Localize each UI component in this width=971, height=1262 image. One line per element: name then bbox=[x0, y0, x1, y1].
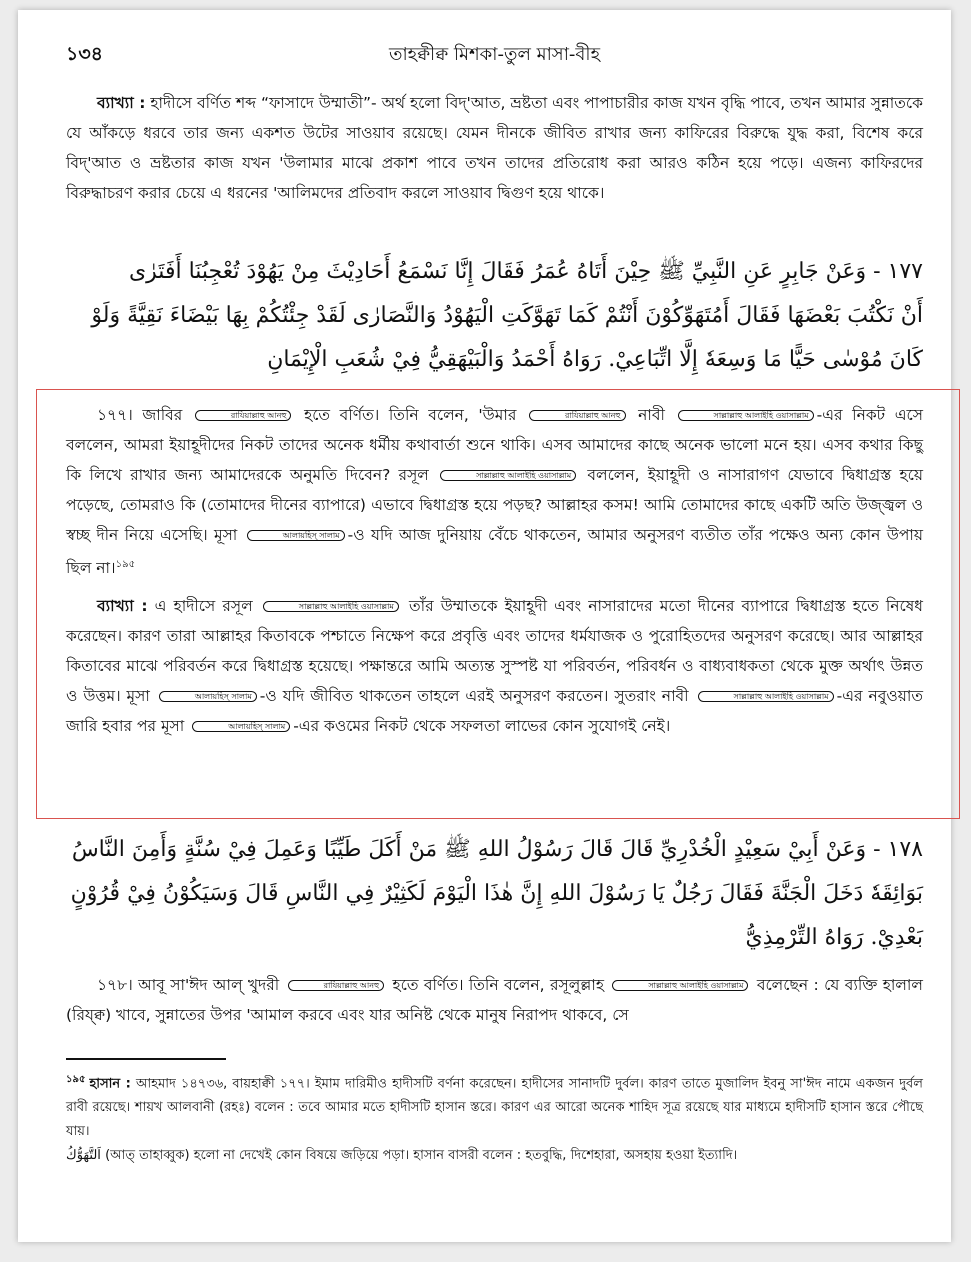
translation-text: নাবী bbox=[638, 406, 665, 424]
arabic-hadith-177 bbox=[66, 250, 923, 382]
footnote-text: আহমাদ ১৪৭৩৬, বায়হাক্বী ১৭৭। ইমাম দারিমীও হাদীসটি বর্ণনা করেছেন। হাদীসের সানাদটি দুর্বল। কারণ তাতে মুজালিদ ইবনু সা'ঈদ নামে একজন দুর্বল রাবী রয়েছে। শায়খ আলবানী (রহঃ) বলেন : তবে আমার মতে হাদীসটি হাসান স্তরে। কারণ এর আরো অনেক শাহিদ সূত্র রয়েছে যার মাধ্যমে হাদীসটি হাসান স্তরে পৌছে যায়। bbox=[66, 1076, 923, 1140]
explanation-text: এ হাদীসে রসূল bbox=[154, 597, 253, 616]
honorific-saw-icon: সাল্লাল্লাহু আলাইহি ওয়াসাল্লাম bbox=[440, 470, 576, 481]
translation-text: হতে বর্ণিত। তিনি বলেন, রসূলুল্লাহ bbox=[392, 976, 604, 994]
footnote-paragraph bbox=[66, 1144, 923, 1168]
explanation-text: -ও যদি জীবিত থাকতেন তাহলে এরই অনুসরণ করতেন। সুতরাং নাবী bbox=[259, 687, 689, 706]
honorific-as-icon: আলায়হিস্ সালাম bbox=[247, 530, 345, 541]
arabic-line: بَوَائِقَهٗ دَخَلَ الْجَنَّةَ فَقَالَ رَجُلٌ يَا رَسُوْلَ اللهِ إِنَّ هٰذَا الْيَوْمَ لَكَثِيْرٌ فِي النَّاسِ قَالَ وَسَيَكُوْنُ فِيْ قُرُوْنٍ bbox=[70, 881, 923, 906]
honorific-ra-icon: রাযিয়াল্লাহু আনহু bbox=[195, 410, 292, 421]
explanation-top-paragraph bbox=[66, 88, 923, 208]
page-number: ১৩৪ bbox=[66, 43, 104, 65]
honorific-ra-icon: রাযিয়াল্লাহু আনহু bbox=[288, 980, 385, 991]
footnote-paragraph bbox=[66, 1068, 923, 1144]
honorific-saw-icon: সাল্লাল্লাহু আলাইহি ওয়াসাল্লাম bbox=[263, 601, 399, 612]
explanation-text: তাঁর উম্মাতকে ইয়াহূদী এবং নাসারাদের মতো দীনের ব্যাপারে দ্বিধাগ্রস্ত হতে নিষেধ করেছেন। কারণ তারা আল্লাহর কিতাবকে পশ্চাতে নিক্ষেপ করে প্রবৃত্তি এবং তাদের ধর্মযাজক ও পুরোহিতদের অনুসরণ করেছে। আর আল্লাহর কিতাবের মাঝে পরিবর্তন করে দ্বিধাগ্রস্ত হয়েছে। পক্ষান্তরে আমি অত্যন্ত সুস্পষ্ট যা পরিবর্তন, পরিবর্ধন ও বাধ্যবাধকতা থেকে মুক্ত অর্থাৎ উন্নত ও উত্তম। মূসা bbox=[66, 597, 923, 706]
explanation-text: -এর কওমের নিকট থেকে সফলতা লাভের কোন সুযোগই নেই। bbox=[293, 717, 671, 736]
running-title: তাহক্বীক্ব মিশকা-তুল মাসা-বীহ bbox=[388, 44, 601, 65]
arabic-line: كَانَ مُوْسٰى حَيًّا مَا وَسِعَهٗ إِلَّا اتِّبَاعِيْ. رَوَاهُ أَحْمَدُ وَالْبَيْهَقِيُّ فِيْ شُعَبِ الْإِيْمَانِ bbox=[267, 347, 923, 372]
footnote-grade-label: হাসান : bbox=[89, 1076, 131, 1092]
arabic-line: أَنْ نَكْتُبَ بَعْضَهَا فَقَالَ أَمُتَهَوِّكُوْنَ أَنْتُمْ كَمَا تَهَوَّكَتِ الْيَهُوْدُ وَالنَّصَارٰى لَقَدْ جِئْتُكُمْ بِهَا بَيْضَاءَ نَقِيَّةً وَلَوْ bbox=[91, 303, 923, 328]
translation-text: -ও যদি আজ দুনিয়ায় বেঁচে থাকতেন, আমার অনুসরণ ব্যতীত তাঁর পক্ষেও অন্য কোন উপায় ছিল না। bbox=[66, 526, 923, 578]
honorific-saw-icon: সাল্লাল্লাহু আলাইহি ওয়াসাল্লাম bbox=[698, 691, 834, 702]
footnote-marker: ১৯৫ bbox=[66, 1074, 86, 1085]
translation-text: বললেন, ইয়াহূদী ও নাসারাগণ যেভাবে দ্বিধাগ্রস্ত হয়ে পড়েছে, তোমরাও কি (তোমাদের দীনের ব্যাপারে) এভাবে দ্বিধাগ্রস্ত হয়ে পড়ছ? আল্লাহর কসম! আমি তোমাদের কাছে একটি অতি উজ্জ্বল ও স্বচ্ছ দীন নিয়ে এসেছি। মূসা bbox=[66, 466, 923, 544]
arabic-hadith-178 bbox=[66, 828, 923, 960]
honorific-saw-icon: সাল্লাল্লাহু আলাইহি ওয়াসাল্লাম bbox=[678, 410, 814, 421]
footnote-section bbox=[66, 1068, 923, 1168]
translation-177-paragraph bbox=[66, 400, 923, 583]
translation-text: হতে বর্ণিত। তিনি বলেন, 'উমার bbox=[304, 406, 517, 424]
explanation-label: ব্যাখ্যা : bbox=[97, 94, 146, 112]
explanation-text: -এর নবুওয়াত জারি হবার পর মূসা bbox=[66, 687, 923, 736]
translation-text: বলেছেন : যে ব্যক্তি হালাল (রিয্ক্ব) খাবে, সুন্নাতের উপর 'আমাল করবে এবং যার অনিষ্ট থেকে মানুষ নিরাপদ থাকবে, সে bbox=[66, 976, 923, 1024]
arabic-line: ١٧٧ - وَعَنْ جَابِرٍ عَنِ النَّبِيِّ ﷺ حِيْنَ أَتَاهُ عُمَرُ فَقَالَ إِنَّا نَسْمَعُ أَحَادِيْثَ مِنْ يَهُوْدَ تُعْجِبُنَا أَفَتَرٰى bbox=[128, 259, 923, 284]
footnote-arabic-term: اَلتَّهَوُّكُ bbox=[66, 1148, 101, 1164]
page-header bbox=[66, 38, 923, 72]
footnote-divider bbox=[66, 1058, 226, 1060]
arabic-line: بَعْدِيْ. رَوَاهُ التِّرْمِذِيُّ bbox=[745, 925, 923, 950]
honorific-as-icon: আলায়হিস্ সালাম bbox=[159, 691, 257, 702]
translation-178-section bbox=[66, 970, 923, 1030]
translation-text: ১৭৭। জাবির bbox=[97, 406, 183, 424]
explanation-text: হাদীসে বর্ণিত শব্দ “ফাসাদে উম্মাতী”- অর্থ হলো বিদ্‌'আত, ভ্রষ্টতা এবং পাপাচারীর কাজ যখন বৃদ্ধি পাবে, তখন আমার সুন্নাতকে যে আঁকড়ে ধরবে তার জন্য একশত উটের সাওয়াব রয়েছে। যেমন দীনকে জীবিত রাখার জন্য কাফিরের বিরুদ্ধে যুদ্ধ করা, বিশেষ করে বিদ্‌'আত ও ভ্রষ্টতার কাজ যখন 'উলামার মাঝে প্রকাশ পাবে তখন তাদের প্রতিরোধ করা আরও কঠিন হয়ে পড়ে। এজন্য কাফিরদের বিরুদ্ধাচরণ করার চেয়ে এ ধরনের 'আলিমদের প্রতিবাদ করলে সাওয়াব দ্বিগুণ হয়ে থাকে। bbox=[66, 94, 923, 202]
explanation-177-paragraph bbox=[66, 591, 923, 741]
translation-text: ১৭৮। আবূ সা'ঈদ আল্ খুদরী bbox=[97, 976, 280, 994]
honorific-saw-icon: সাল্লাল্লাহু আলাইহি ওয়াসাল্লাম bbox=[612, 980, 748, 991]
translation-177-section bbox=[66, 400, 923, 741]
translation-text: -এর নিকট এসে বললেন, আমরা ইয়াহূদীদের নিকট তাদের অনেক ধর্মীয় কথাবার্তা শুনে থাকি। এসব আমাদের কাছে অনেক ভালো মনে হয়। এসব কথার কিছু কি লিখে রাখার জন্য আমাদেরকে অনুমতি দিবেন? রসূল bbox=[66, 406, 923, 484]
footnote-text: (আত্ তাহাব্বুক) হলো না দেখেই কোন বিষয়ে জড়িয়ে পড়া। হাসান বাসরী বলেন : হতবুদ্ধি, দিশেহারা, অসহায় হওয়া ইত্যাদি। bbox=[105, 1148, 738, 1164]
book-page bbox=[18, 10, 951, 1242]
translation-178-paragraph bbox=[66, 970, 923, 1030]
footnote-reference[interactable]: ১৯৫ bbox=[115, 559, 136, 570]
honorific-as-icon: আলায়হিস্ সালাম bbox=[192, 721, 290, 732]
arabic-line: ١٧٨ - وَعَنْ أَبِيْ سَعِيْدٍ الْخُدْرِيِّ قَالَ قَالَ رَسُوْلُ اللهِ ﷺ مَنْ أَكَلَ طَيِّبًا وَعَمِلَ فِيْ سُنَّةٍ وَأَمِنَ النَّاسُ bbox=[71, 837, 923, 862]
explanation-top-section bbox=[66, 88, 923, 208]
explanation-label: ব্যাখ্যা : bbox=[97, 597, 148, 616]
honorific-ra-icon: রাযিয়াল্লাহু আনহু bbox=[529, 410, 626, 421]
